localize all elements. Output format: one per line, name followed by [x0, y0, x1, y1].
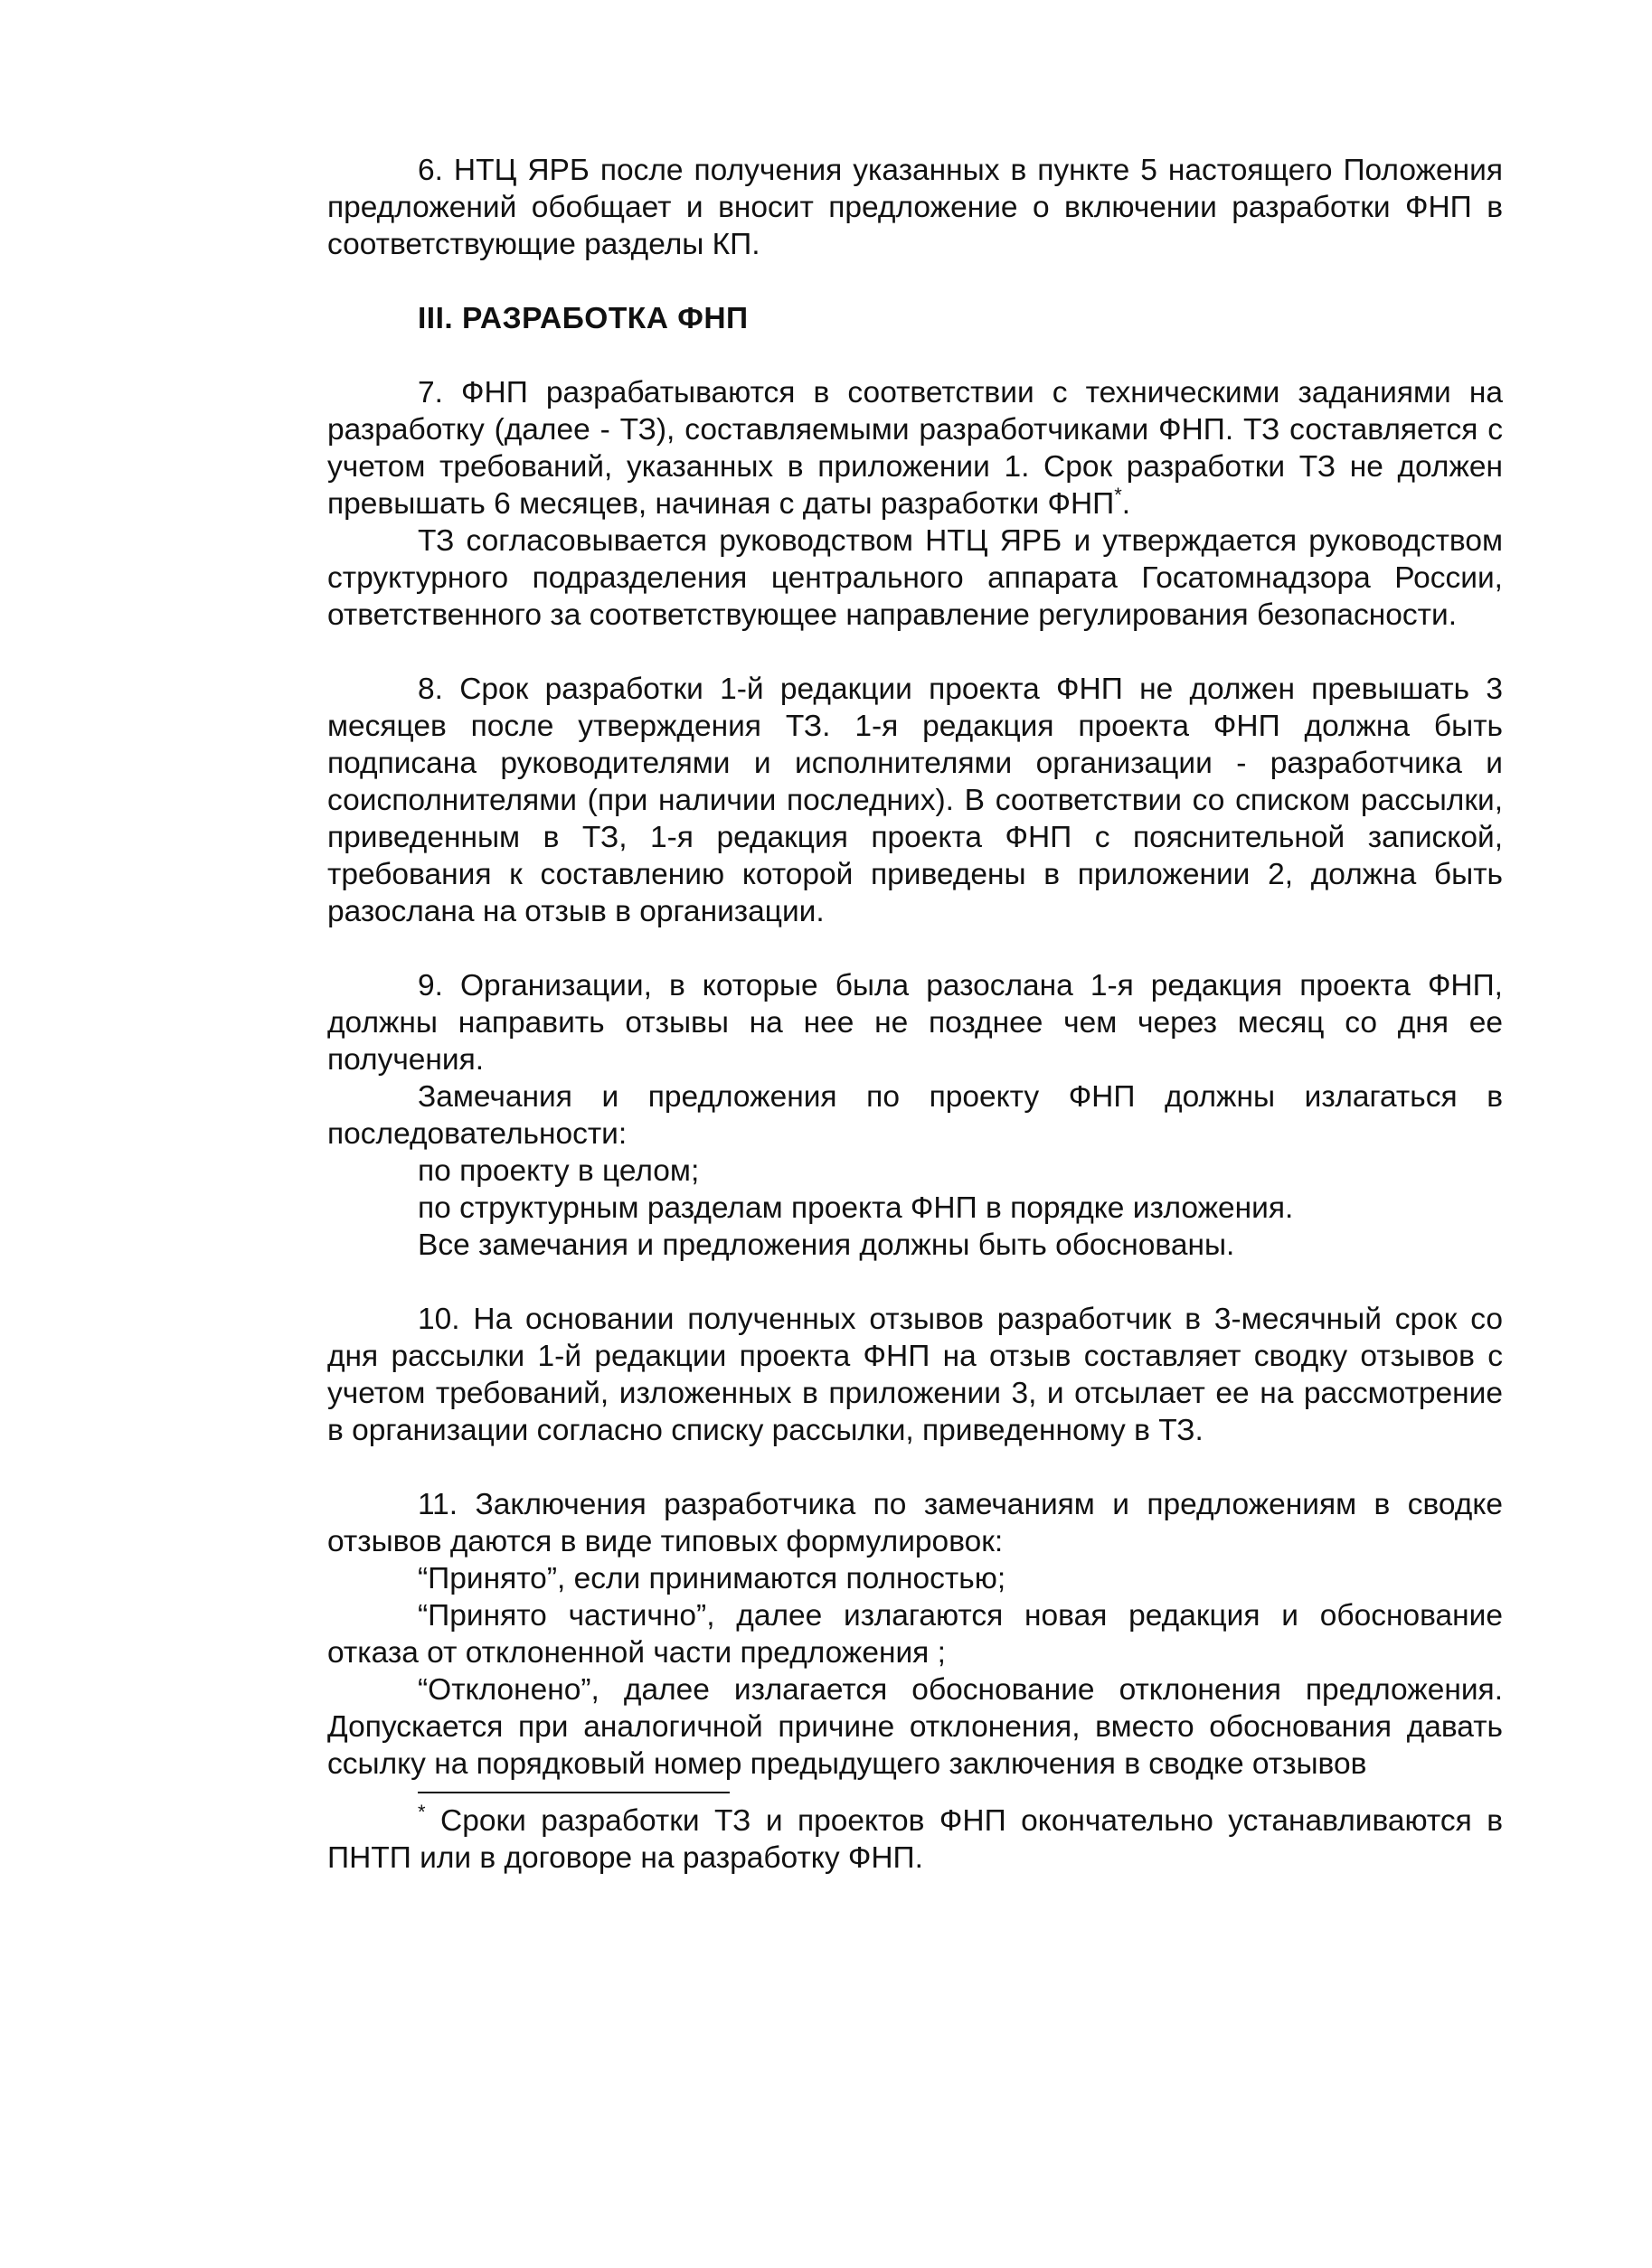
- document-page: [327, 152, 1503, 1877]
- footnote-text: Сроки разработки ТЗ и проектов ФНП окончательно устанавливаются в ПНТП или в договоре на разработку ФНП.: [327, 1804, 1503, 1875]
- spacer: [327, 1264, 1503, 1301]
- spacer: [327, 1449, 1503, 1486]
- paragraph-8: 8. Срок разработки 1-й редакции проекта ФНП не должен превышать 3 месяцев после утверждения ТЗ. 1-я редакция проекта ФНП должна быть подписана руководителями и исполнителями организации - разработчика и соисполнителями (при наличии последних). В соответствии со списком рассылки, приведенным в ТЗ, 1-я редакция проекта ФНП с пояснительной запиской, требования к составлению которой приведены в приложении 2, должна быть разослана на отзыв в организации.: [327, 673, 1503, 928]
- paragraph-11b: “Принято”, если принимаются полностью;: [418, 1562, 1006, 1595]
- spacer: [327, 337, 1503, 374]
- paragraph-7a-text: 7. ФНП разрабатываются в соответствии с техническими заданиями на разработку (далее - ТЗ), составляемыми разработчиками ФНП. ТЗ составляется с учетом требований, указанных в приложении 1. Срок разработки ТЗ не должен превышать 6 месяцев, начиная с даты разработки ФНП: [327, 376, 1503, 521]
- spacer: [327, 634, 1503, 671]
- spacer: [327, 930, 1503, 967]
- footnote: [327, 1802, 1503, 1877]
- paragraph-6: 6. НТЦ ЯРБ после получения указанных в пункте 5 настоящего Положения предложений обобщает и вносит предложение о включении разработки ФНП в соответствующие разделы КП.: [327, 154, 1503, 261]
- paragraph-9c: по проекту в целом;: [418, 1154, 700, 1188]
- paragraph-7a: [327, 374, 1503, 522]
- paragraph-7b: ТЗ согласовывается руководством НТЦ ЯРБ и утверждается руководством структурного подразделения центрального аппарата Госатомнадзора России, ответственного за соответствующее направление регулирования безопасности.: [327, 524, 1503, 632]
- paragraph-9a: 9. Организации, в которые была разослана 1-я редакция проекта ФНП, должны направить отзывы на нее не позднее чем через месяц со дня ее получения.: [327, 969, 1503, 1077]
- spacer: [327, 263, 1503, 300]
- paragraph-11c: “Принято частично”, далее излагаются новая редакция и обоснование отказа от отклоненной части предложения ;: [327, 1599, 1503, 1670]
- footnote-separator: [418, 1792, 730, 1793]
- paragraph-7a-end: .: [1121, 487, 1131, 521]
- paragraph-11d: “Отклонено”, далее излагается обоснование отклонения предложения. Допускается при аналогичной причине отклонения, вместо обоснования давать ссылку на порядковый номер предыдущего заключения в сводке отзывов: [327, 1673, 1503, 1781]
- paragraph-9e: Все замечания и предложения должны быть обоснованы.: [418, 1228, 1235, 1262]
- paragraph-11a: 11. Заключения разработчика по замечаниям и предложениям в сводке отзывов даются в виде типовых формулировок:: [327, 1488, 1503, 1558]
- paragraph-9d: по структурным разделам проекта ФНП в порядке изложения.: [418, 1191, 1294, 1225]
- paragraph-9b: Замечания и предложения по проекту ФНП должны излагаться в последовательности:: [327, 1080, 1503, 1151]
- footnote-reference-mark: *: [1114, 484, 1122, 506]
- paragraph-10: 10. На основании полученных отзывов разработчик в 3-месячный срок со дня рассылки 1-й редакции проекта ФНП на отзыв составляет сводку отзывов с учетом требований, изложенных в приложении 3, и отсылает ее на рассмотрение в организации согласно списку рассылки, приведенному в ТЗ.: [327, 1303, 1503, 1447]
- section-3-heading: III. РАЗРАБОТКА ФНП: [418, 302, 749, 335]
- footnote-mark: *: [418, 1801, 426, 1823]
